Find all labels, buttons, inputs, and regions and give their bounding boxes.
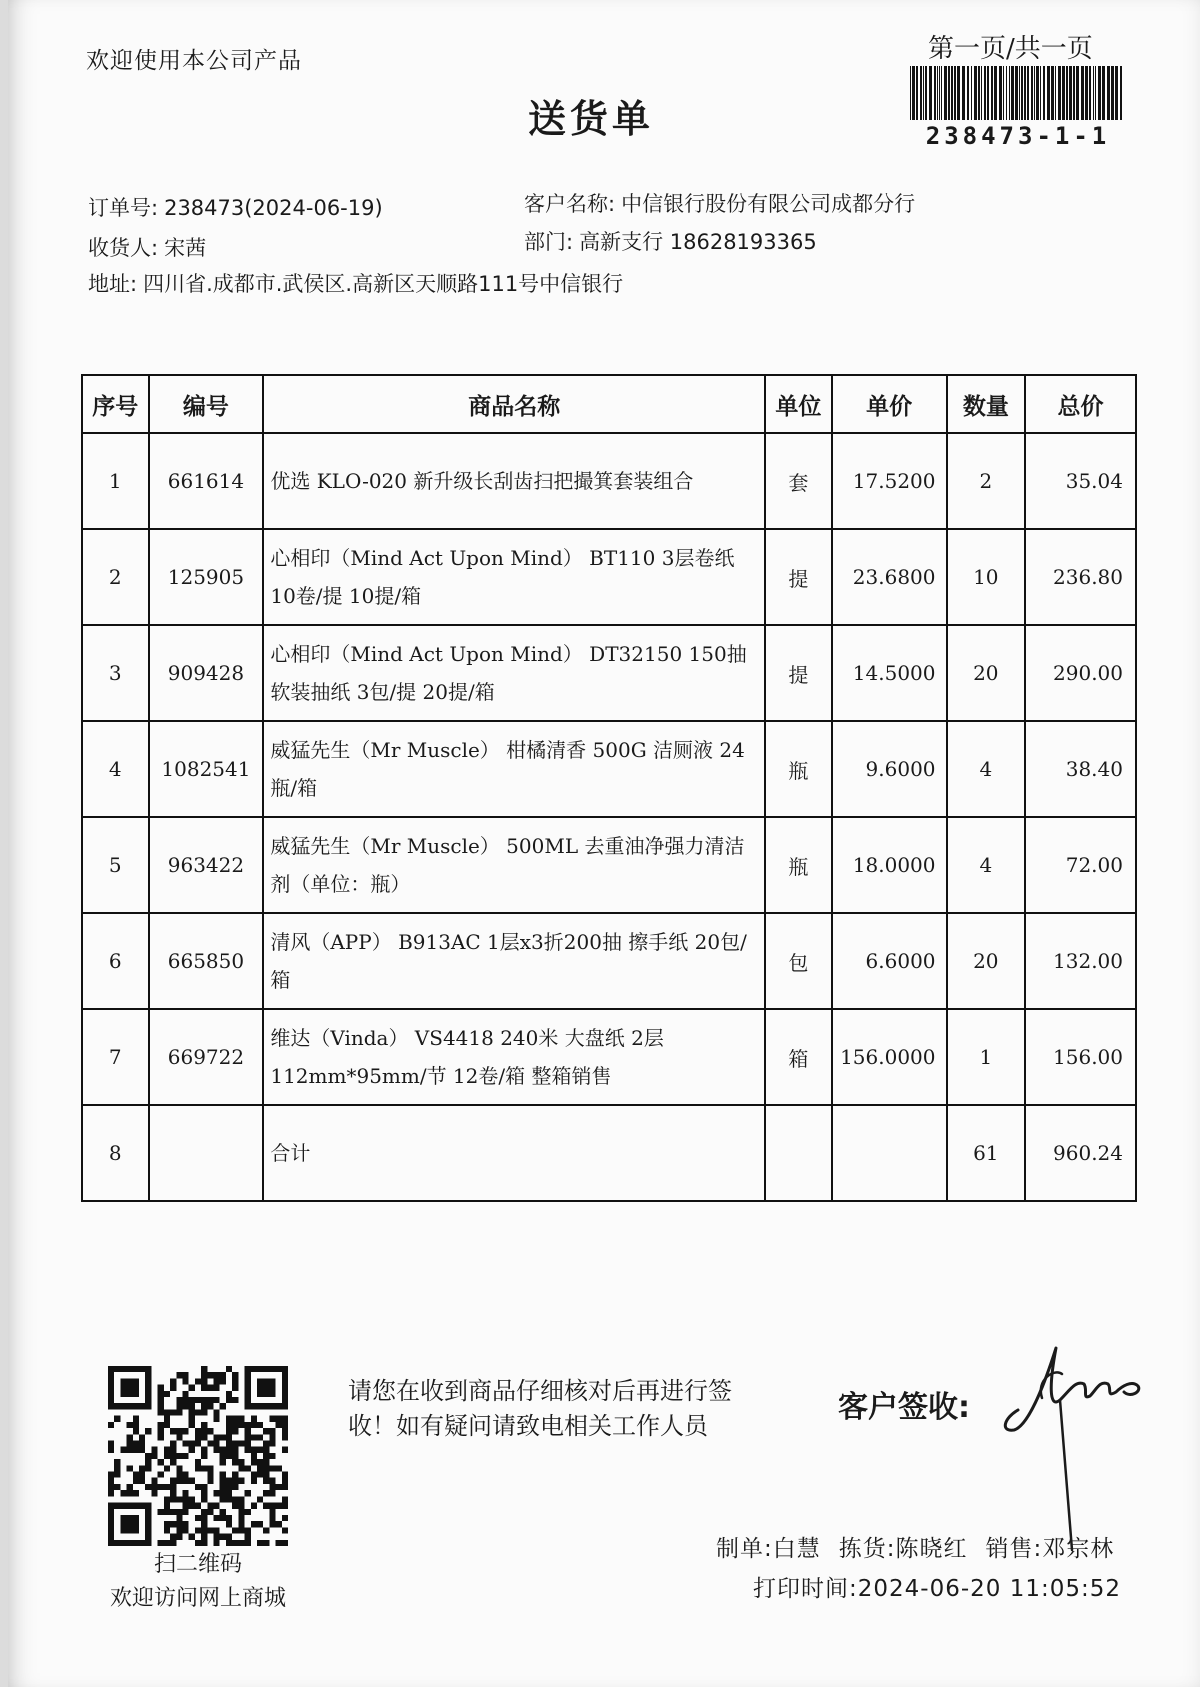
cell-price: 17.5200 <box>832 433 947 529</box>
table-row <box>82 625 1136 721</box>
page-indicator: 第一页/共一页 <box>928 34 1093 64</box>
table-row <box>82 433 1136 529</box>
cell-qty: 4 <box>947 721 1026 817</box>
address <box>88 268 623 298</box>
picker: 拣货:陈晓红 <box>838 1536 968 1562</box>
customer-name-label: 客户名称: <box>524 192 616 216</box>
cell-name: 合计 <box>263 1105 765 1201</box>
cell-unit: 套 <box>765 433 832 529</box>
sales: 销售:邓宗林 <box>985 1536 1115 1562</box>
cell-price: 9.6000 <box>832 721 947 817</box>
cell-qty: 2 <box>947 433 1026 529</box>
staff-line <box>716 1530 1132 1563</box>
customer-name-value: 中信银行股份有限公司成都分行 <box>621 192 916 216</box>
table-row <box>82 817 1136 913</box>
customer-sign-label: 客户签收: <box>838 1390 970 1425</box>
cell-price: 18.0000 <box>832 817 947 913</box>
table-row <box>82 721 1136 817</box>
receiver-value: 宋茜 <box>164 236 207 260</box>
cell-price: 156.0000 <box>832 1009 947 1105</box>
cell-qty: 4 <box>947 817 1026 913</box>
cell-code: 1082541 <box>149 721 264 817</box>
header-qty: 数量 <box>947 375 1026 433</box>
cell-total: 156.00 <box>1025 1009 1136 1105</box>
cell-code: 963422 <box>149 817 264 913</box>
signature-icon <box>998 1340 1148 1560</box>
cell-unit: 提 <box>765 625 832 721</box>
address-label: 地址: <box>88 272 138 296</box>
cell-name: 威猛先生（Mr Muscle） 柑橘清香 500G 洁厕液 24瓶/箱 <box>263 721 765 817</box>
header-unit: 单位 <box>765 375 832 433</box>
receiver <box>88 232 206 262</box>
cell-unit <box>765 1105 832 1201</box>
cell-name: 心相印（Mind Act Upon Mind） DT32150 150抽软装抽纸 3包/提 20提/箱 <box>263 625 765 721</box>
header-seq: 序号 <box>82 375 149 433</box>
cell-seq: 3 <box>82 625 149 721</box>
delivery-note-paper <box>8 0 1200 1687</box>
cell-seq: 1 <box>82 433 149 529</box>
cell-total: 290.00 <box>1025 625 1136 721</box>
cell-unit: 包 <box>765 913 832 1009</box>
qr-caption-line-2: 欢迎访问网上商城 <box>109 1586 286 1611</box>
qr-caption-line-1: 扫二维码 <box>153 1552 242 1577</box>
page-title: 送货单 <box>528 97 655 141</box>
cell-code: 661614 <box>149 433 264 529</box>
cell-unit: 提 <box>765 529 832 625</box>
welcome-text: 欢迎使用本公司产品 <box>86 48 302 74</box>
cell-name: 心相印（Mind Act Upon Mind） BT110 3层卷纸 10卷/提 10提/箱 <box>263 529 765 625</box>
table-total-row <box>82 1105 1136 1201</box>
department-label: 部门: <box>524 230 574 254</box>
cell-qty: 20 <box>947 625 1026 721</box>
qr-code-icon[interactable] <box>108 1366 288 1546</box>
customer-name <box>524 188 915 218</box>
cell-total: 132.00 <box>1025 913 1136 1009</box>
cell-unit: 箱 <box>765 1009 832 1105</box>
barcode-icon <box>908 66 1126 120</box>
cell-code: 669722 <box>149 1009 264 1105</box>
cell-qty: 61 <box>947 1105 1026 1201</box>
barcode-number: 238473-1-1 <box>925 122 1111 150</box>
cell-qty: 10 <box>947 529 1026 625</box>
cell-seq: 2 <box>82 529 149 625</box>
cell-unit: 瓶 <box>765 817 832 913</box>
notice-text: 请您在收到商品仔细核对后再进行签收！如有疑问请致电相关工作人员 <box>348 1377 732 1440</box>
cell-seq: 5 <box>82 817 149 913</box>
cell-price <box>832 1105 947 1201</box>
department <box>524 226 817 256</box>
cell-price: 6.6000 <box>832 913 947 1009</box>
table-row <box>82 913 1136 1009</box>
cell-unit: 瓶 <box>765 721 832 817</box>
address-value: 四川省.成都市.武侯区.高新区天顺路111号中信银行 <box>143 272 624 296</box>
cell-total: 72.00 <box>1025 817 1136 913</box>
header-name: 商品名称 <box>263 375 765 433</box>
table-header-row <box>82 375 1136 433</box>
cell-code: 665850 <box>149 913 264 1009</box>
cell-qty: 1 <box>947 1009 1026 1105</box>
cell-seq: 4 <box>82 721 149 817</box>
header-code: 编号 <box>149 375 264 433</box>
cell-code <box>149 1105 264 1201</box>
header-total: 总价 <box>1025 375 1136 433</box>
header-price: 单价 <box>832 375 947 433</box>
cell-name: 维达（Vinda） VS4418 240米 大盘纸 2层 112mm*95mm/节 12卷/箱 整箱销售 <box>263 1009 765 1105</box>
print-time: 打印时间:2024-06-20 11:05:52 <box>753 1576 1122 1602</box>
cell-name: 清风（APP） B913AC 1层x3折200抽 擦手纸 20包/箱 <box>263 913 765 1009</box>
cell-price: 14.5000 <box>832 625 947 721</box>
cell-total: 38.40 <box>1025 721 1136 817</box>
cell-qty: 20 <box>947 913 1026 1009</box>
cell-seq: 8 <box>82 1105 149 1201</box>
cell-name: 威猛先生（Mr Muscle） 500ML 去重油净强力清洁剂（单位：瓶） <box>263 817 765 913</box>
cell-price: 23.6800 <box>832 529 947 625</box>
cell-code: 909428 <box>149 625 264 721</box>
table-row <box>82 529 1136 625</box>
receiver-label: 收货人: <box>88 236 159 260</box>
cell-total: 35.04 <box>1025 433 1136 529</box>
cell-total: 960.24 <box>1025 1105 1136 1201</box>
items-table <box>81 374 1137 1202</box>
cell-name: 优选 KLO-020 新升级长刮齿扫把撮箕套装组合 <box>263 433 765 529</box>
cell-code: 125905 <box>149 529 264 625</box>
cell-seq: 7 <box>82 1009 149 1105</box>
cell-seq: 6 <box>82 913 149 1009</box>
order-number-value: 238473(2024-06-19) <box>164 196 383 220</box>
order-number <box>88 192 383 222</box>
cell-total: 236.80 <box>1025 529 1136 625</box>
table-row <box>82 1009 1136 1105</box>
maker: 制单:白慧 <box>716 1536 821 1562</box>
department-value: 高新支行 18628193365 <box>579 230 817 254</box>
qr-caption <box>88 1548 308 1616</box>
order-number-label: 订单号: <box>88 196 159 220</box>
